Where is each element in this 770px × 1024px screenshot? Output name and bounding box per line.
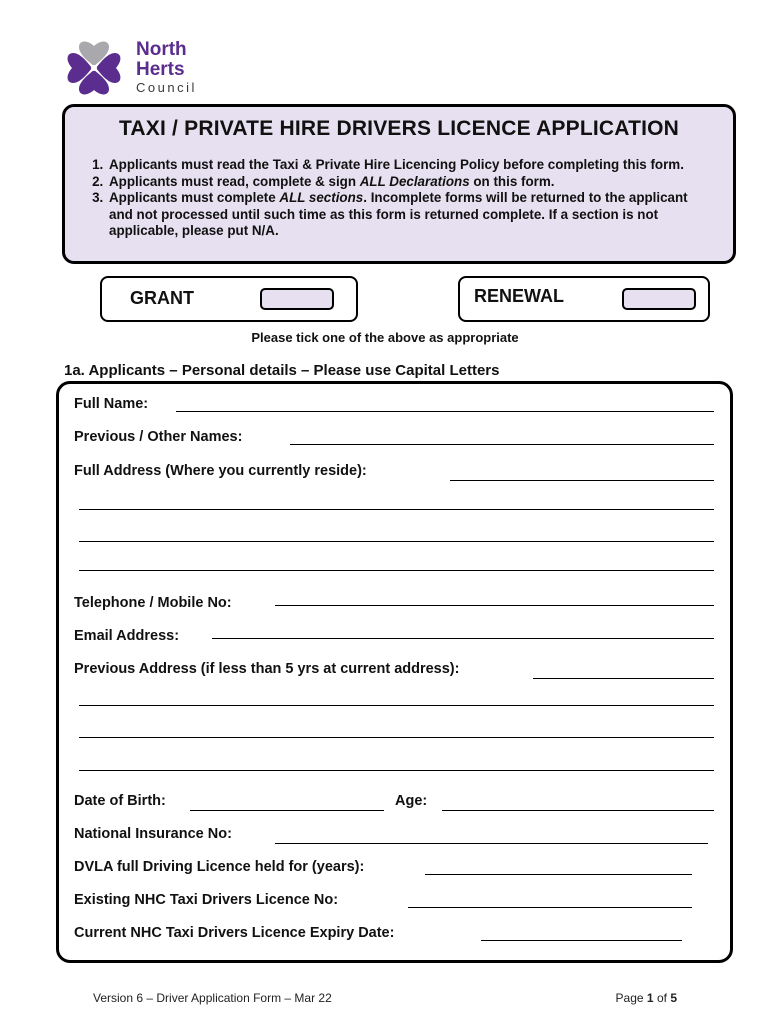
- page-title: TAXI / PRIVATE HIRE DRIVERS LICENCE APPLICATION: [118, 117, 680, 140]
- age-label: Age:: [395, 793, 428, 809]
- page-of: of: [656, 991, 667, 1005]
- full-name-label: Full Name:: [74, 396, 149, 412]
- full-address-field-line-1[interactable]: [450, 480, 714, 481]
- council-logo: [60, 36, 210, 100]
- full-address-field-line-4[interactable]: [79, 570, 714, 571]
- logo-line-north: North: [136, 39, 187, 60]
- previous-address-label: Previous Address (if less than 5 yrs at current address):: [74, 661, 460, 677]
- renewal-tickbox[interactable]: [622, 288, 696, 310]
- previous-names-label: Previous / Other Names:: [74, 429, 243, 445]
- instruction-list: [83, 157, 713, 240]
- expiry-date-label: Current NHC Taxi Drivers Licence Expiry Date:: [74, 925, 395, 941]
- dvla-years-field[interactable]: [425, 874, 692, 875]
- renewal-option: [458, 276, 710, 322]
- dvla-years-label: DVLA full Driving Licence held for (years):: [74, 859, 365, 875]
- telephone-field[interactable]: [275, 605, 714, 606]
- logo-line-council: Council: [136, 80, 197, 95]
- grant-option: [100, 276, 358, 322]
- ni-number-label: National Insurance No:: [74, 826, 232, 842]
- logo-line-herts: Herts: [136, 59, 185, 80]
- grant-label: GRANT: [130, 288, 194, 308]
- version-footer: Version 6 – Driver Application Form – Mar 22: [93, 991, 332, 1005]
- previous-address-field-line-1[interactable]: [533, 678, 714, 679]
- existing-licence-label: Existing NHC Taxi Drivers Licence No:: [74, 892, 339, 908]
- previous-address-field-line-2[interactable]: [79, 705, 714, 706]
- instruction-3: 3. Applicants must complete ALL sections. Incomplete forms will be returned to the applicant and not processed until such time as this form is returned complete. If a section is not applicable, please put N/A.: [107, 190, 713, 240]
- renewal-label: RENEWAL: [474, 286, 564, 306]
- telephone-label: Telephone / Mobile No:: [74, 595, 232, 611]
- page-current: 1: [646, 991, 654, 1005]
- ni-number-field[interactable]: [275, 843, 708, 844]
- expiry-date-field[interactable]: [481, 940, 682, 941]
- logo-wordmark: [136, 40, 197, 96]
- heart-clover-icon: [60, 36, 130, 100]
- instruction-2: 2. Applicants must read, complete & sign ALL Declarations on this form.: [107, 174, 713, 191]
- full-name-field[interactable]: [176, 411, 714, 412]
- page-prefix: Page: [615, 991, 644, 1005]
- grant-tickbox[interactable]: [260, 288, 334, 310]
- instruction-1: 1. Applicants must read the Taxi & Private Hire Licencing Policy before completing this form.: [107, 157, 713, 174]
- full-address-label: Full Address (Where you currently reside):: [74, 463, 367, 479]
- dob-field[interactable]: [190, 810, 384, 811]
- full-address-field-line-2[interactable]: [79, 509, 714, 510]
- dob-label: Date of Birth:: [74, 793, 166, 809]
- email-label: Email Address:: [74, 628, 180, 644]
- age-field[interactable]: [442, 810, 714, 811]
- previous-address-field-line-4[interactable]: [79, 770, 714, 771]
- page-number: [616, 991, 677, 1005]
- full-address-field-line-3[interactable]: [79, 541, 714, 542]
- existing-licence-field[interactable]: [408, 907, 692, 908]
- title-panel: [62, 104, 736, 264]
- previous-names-field[interactable]: [290, 444, 714, 445]
- section-1a-heading: 1a. Applicants – Personal details – Please use Capital Letters: [64, 362, 500, 379]
- previous-address-field-line-3[interactable]: [79, 737, 714, 738]
- tick-instruction: Please tick one of the above as appropriate: [251, 330, 519, 345]
- page-total: 5: [670, 991, 677, 1005]
- email-field[interactable]: [212, 638, 714, 639]
